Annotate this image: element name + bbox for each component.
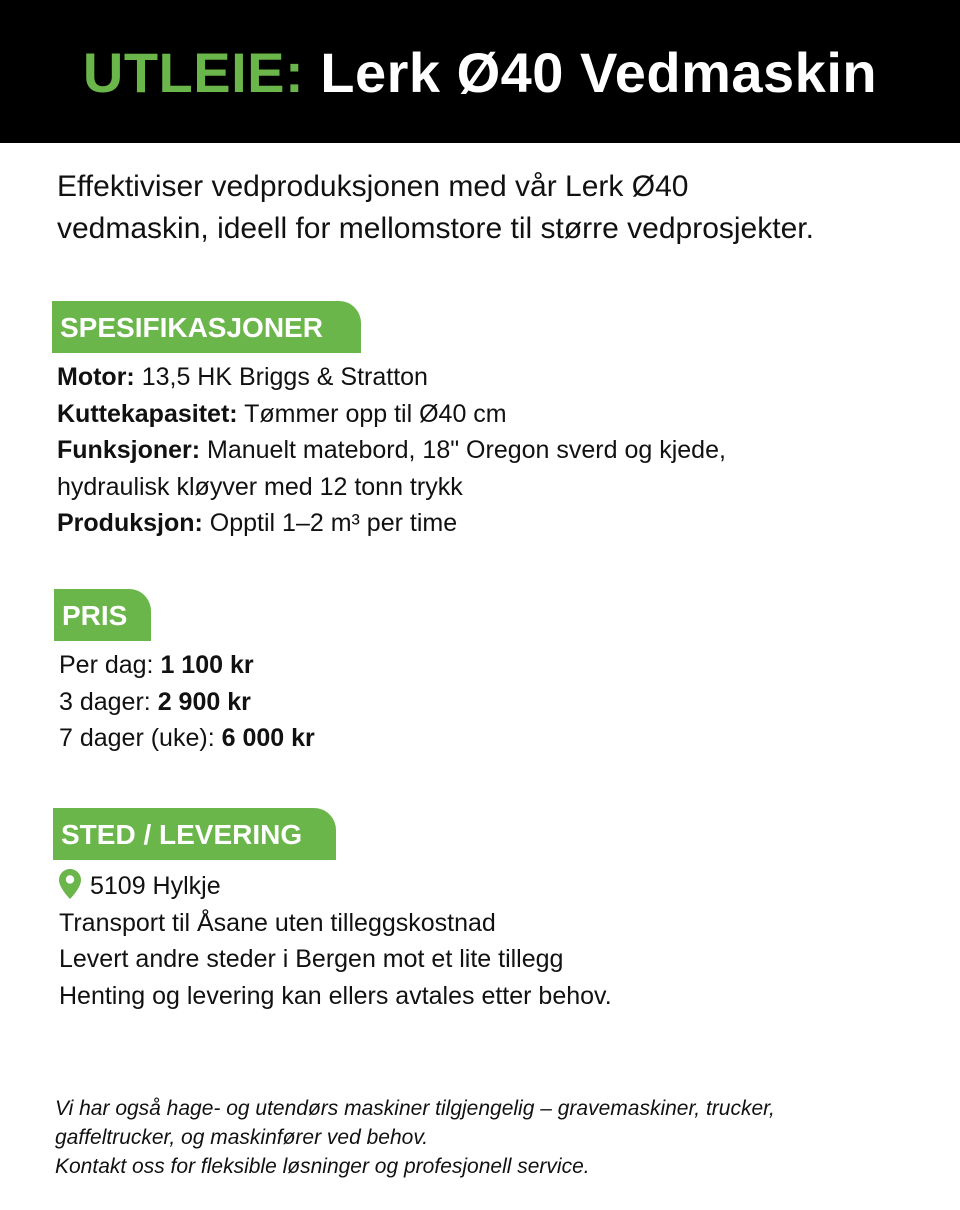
footer-line-2: gaffeltrucker, og maskinfører ved behov. — [55, 1126, 429, 1149]
spec-production-value: Opptil 1–2 m³ per time — [202, 509, 458, 537]
intro-line-2: vedmaskin, ideell for mellomstore til større vedprosjekter. — [57, 212, 814, 245]
price-list — [59, 647, 659, 757]
footer-note — [55, 1094, 935, 1181]
price-label: 3 dager: — [59, 687, 158, 716]
map-pin-icon — [59, 869, 81, 899]
title-accent: UTLEIE: — [82, 40, 305, 104]
spec-production — [57, 505, 937, 542]
spec-motor-value: 13,5 HK Briggs & Stratton — [134, 363, 428, 391]
title-rest: Lerk Ø40 Vedmaskin — [304, 40, 878, 104]
price-label: Per dag: — [59, 651, 161, 679]
footer-line-1: Vi har også hage- og utendørs maskiner tilgjengelig – gravemaskiner, trucker, — [55, 1097, 775, 1120]
spec-production-label: Produksjon: — [57, 509, 203, 537]
page-title — [82, 40, 878, 104]
section-tag-specs: SPESIFIKASJONER — [52, 301, 361, 353]
location-line-1: Transport til Åsane uten tilleggskostnad — [59, 908, 496, 937]
section-tag-price: PRIS — [54, 589, 151, 641]
price-row — [59, 720, 659, 757]
price-row — [59, 647, 659, 684]
price-value: 1 100 kr — [160, 651, 254, 679]
spec-capacity — [57, 396, 937, 433]
specs-list — [57, 359, 937, 542]
header-banner — [0, 0, 960, 143]
price-value: 2 900 kr — [157, 687, 251, 716]
intro-text — [57, 166, 927, 250]
price-value: 6 000 kr — [221, 724, 315, 752]
spec-functions — [57, 432, 937, 469]
spec-functions-value: Manuelt matebord, 18" Oregon sverd og kjede, — [200, 436, 726, 464]
address-text: 5109 Hylkje — [90, 872, 221, 900]
footer-line-3: Kontakt oss for fleksible løsninger og profesjonell service. — [55, 1155, 590, 1178]
section-tag-location: STED / LEVERING — [53, 808, 336, 860]
price-row — [59, 684, 659, 721]
spec-functions-continued: hydraulisk kløyver med 12 tonn trykk — [57, 472, 463, 501]
spec-functions-label: Funksjoner: — [57, 436, 201, 464]
intro-line-1: Effektiviser vedproduksjonen med vår Lerk Ø40 — [57, 170, 689, 203]
location-info — [59, 868, 939, 1014]
spec-motor — [57, 359, 937, 396]
address-line — [59, 868, 939, 905]
location-line-2: Levert andre steder i Bergen mot et lite tillegg — [59, 945, 564, 973]
spec-capacity-label: Kuttekapasitet: — [57, 399, 238, 428]
location-line-3: Henting og levering kan ellers avtales etter behov. — [59, 981, 612, 1010]
spec-motor-label: Motor: — [57, 363, 135, 391]
spec-capacity-value: Tømmer opp til Ø40 cm — [237, 399, 507, 428]
price-label: 7 dager (uke): — [59, 724, 222, 752]
